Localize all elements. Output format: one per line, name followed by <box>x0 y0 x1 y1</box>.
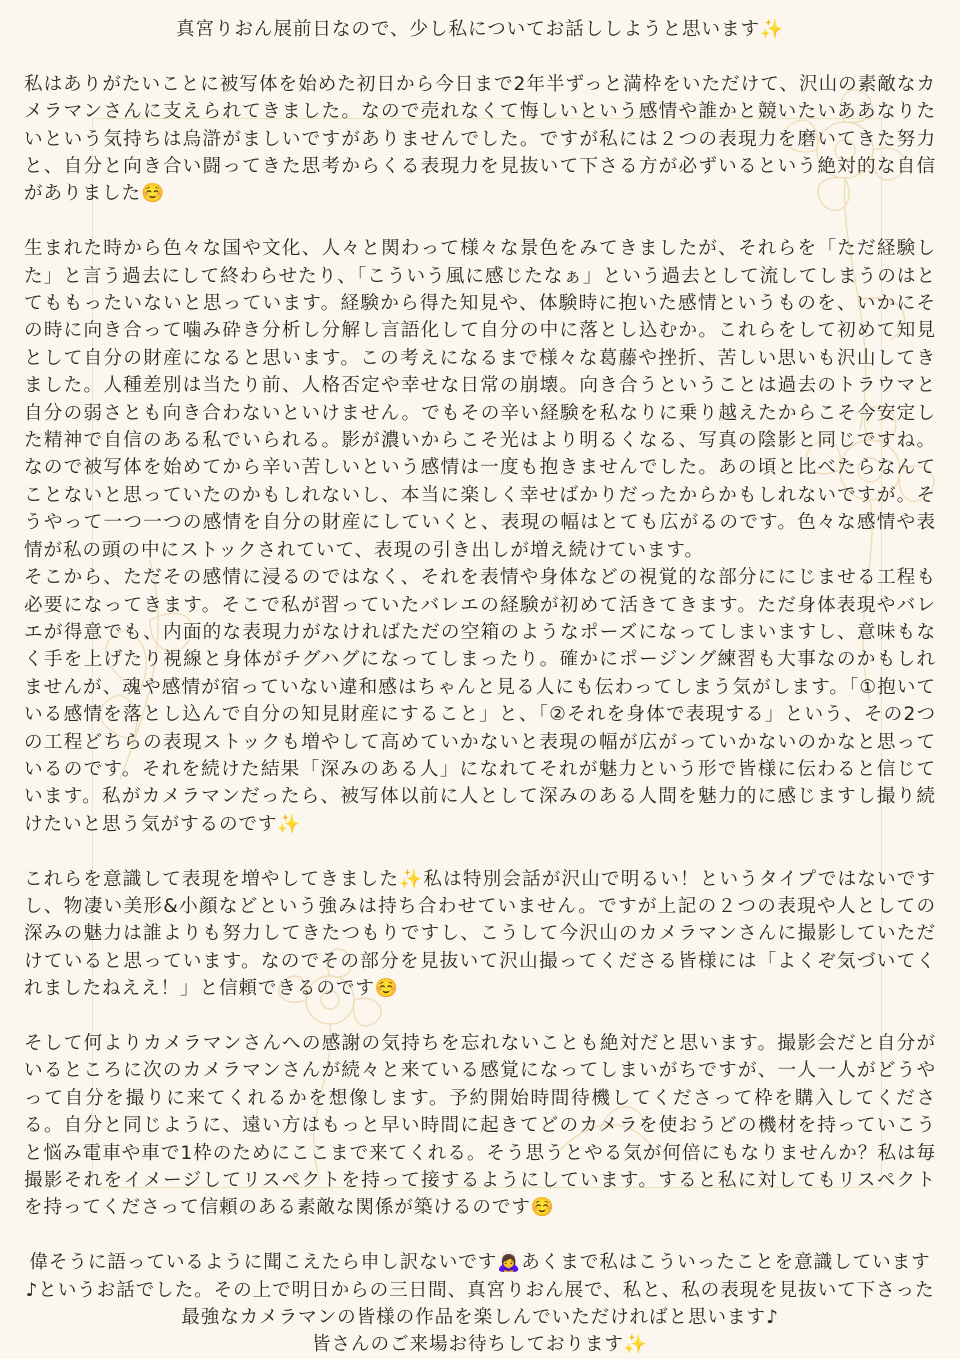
paragraph-strengths: これらを意識して表現を増やしてきました✨私は特別会話が沢山で明るい！というタイプではないですし、物凄い美形&小顔などという強みは持ち合わせていません。ですが上記の２つの表現や人としての深みの魅力は誰よりも努力してきたつもりですし、こうして今沢山のカメラマンさんに撮影していただけていると思っています。なのでその部分を見抜いて沢山撮ってくださる皆様には「よくぞ気づいてくれましたねええ！」と信頼できるのです☺️ <box>24 868 936 1000</box>
paragraph-experience: 生まれた時から色々な国や文化、人々と関わって様々な景色をみてきましたが、それらを「ただ経験した」と言う過去にして終わらせたり、「こういう風に感じたなぁ」という過去として流してしまうのはとてももったいないと思っています。経験から得た知見や、体験時に抱いた感情というものを、いかにその時に向き合って噛み砕き分析し分解し言語化して自分の中に落とし込むか。これらをして初めて知見として自分の財産になると思います。この考えになるまで様々な葛藤や挫折、苦しい思いも沢山してきました。人種差別は当たり前、人格否定や幸せな日常の崩壊。向き合うということは過去のトラウマと自分の弱さとも向き合わないといけません。でもその辛い経験を私なりに乗り越えたからこそ今安定した精神で自信のある私でいられる。影が濃いからこそ光はより明るくなる、写真の陰影と同じですね。なので被写体を始めてから辛い苦しいという感情は一度も抱きませんでした。あの頃と比べたらなんてことないと思っていたのかもしれないし、本当に楽しく幸せばかりだったからかもしれないですが。そうやって一つ一つの感情を自分の財産にしていくと、表現の幅はとても広がるのです。色々な感情や表情が私の頭の中にストックされていて、表現の引き出しが増え続けています。 <box>24 238 936 561</box>
paragraph-invitation: 皆さんのご来場お待ちしております✨ <box>312 1334 648 1356</box>
paragraph-closing: 偉そうに語っているように聞こえたら申し訳ないです🙇‍♀️あくまで私はこういったことを意識しています♪というお話でした。その上で明日からの三日間、真宮りおん展で、私と、私の表現を見抜いて下さった最強なカメラマンの皆様の作品を楽しんでいただければと思います♪ <box>25 1252 935 1329</box>
post-title: 真宮りおん展前日なので、少し私についてお話ししようと思います✨ <box>175 19 785 40</box>
paragraph-gratitude: そして何よりカメラマンさんへの感謝の気持ちを忘れないことも絶対だと思います。撮影会だと自分がいるところに次のカメラマンさんが続々と来ている感覚になってしまいがちですが、一人一人がどうやって自分を撮りに来てくれるかを想像します。予約開始時間待機してくださって枠を購入してくださる。自分と同じように、遠い方はもっと早い時間に起きてどのカメラを使おうどの機材を持っていこうと悩み電車や車で1枠のためにここまで来てくれる。そう思うとやる気が何倍にもなりませんか？私は毎撮影それをイメージしてリスペクトを持って接するようにしています。すると私に対してもリスペクトを持ってくださって信頼のある素敵な関係が築けるのです☺️ <box>24 1032 936 1219</box>
post-body <box>24 16 936 1359</box>
paragraph-intro: 私はありがたいことに被写体を始めた初日から今日まで2年半ずっと満枠をいただけて、沢山の素敵なカメラマンさんに支えられてきました。なので売れなくて悔しいという感情や誰かと競いたいああなりたいという気持ちは烏滸がましいですがありませんでした。ですが私には２つの表現力を磨いてきた努力と、自分と向き合い闘ってきた思考からくる表現力を見抜いて下さる方が必ずいるという絶対的な自信がありました☺️ <box>24 73 936 205</box>
paragraph-expression: そこから、ただその感情に浸るのではなく、それを表情や身体などの視覚的な部分ににじませる工程も必要になってきます。そこで私が習っていたバレエの経験が初めて活きてきます。ただ身体表現やバレエが得意でも、内面的な表現力がなければただの空箱のようなポーズになってしまいますし、意味もなく手を上げたり視線と身体がチグハグになってしまったり。確かにポージング練習も大事なのかもしれませんが、魂や感情が宿っていない違和感はちゃんと見る人にも伝わってしまう気がします。「①抱いている感情を落とし込んで自分の知見財産にすること」と、「②それを身体で表現する」という、その2つの工程どちらの表現ストックも増やして高めていかないと表現の幅が広がっていかないのかなと思っているのです。それを続けた結果「深みのある人」になれてそれが魅力という形で皆様に伝わると信じています。私がカメラマンだったら、被写体以前に人として深みのある人間を魅力的に感じますし撮り続けたいと思う気がするのです✨ <box>24 567 937 835</box>
